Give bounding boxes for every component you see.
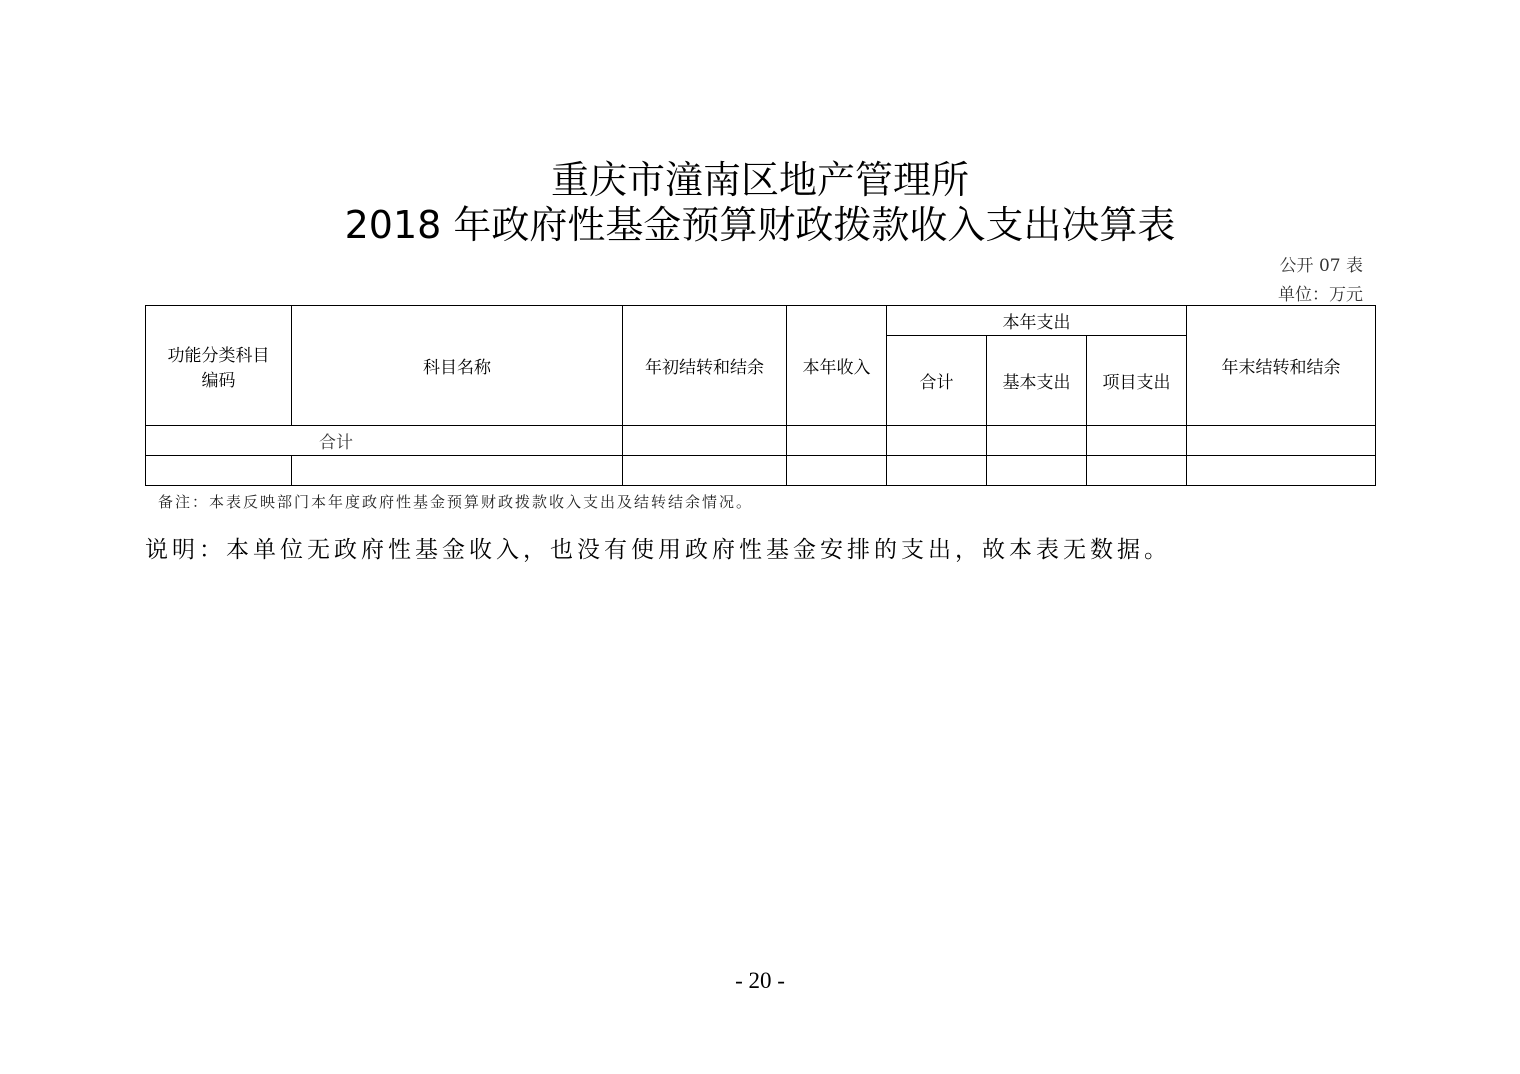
header-opening-balance: 年初结转和结余: [623, 306, 787, 426]
header-closing-balance: 年末结转和结余: [1187, 306, 1376, 426]
table-cell: [987, 456, 1087, 486]
table-cell: [623, 426, 787, 456]
table-cell: [1087, 456, 1187, 486]
explanation-text: 说明：本单位无政府性基金收入，也没有使用政府性基金安排的支出，故本表无数据。: [145, 537, 1171, 563]
budget-table: [145, 305, 1376, 486]
table-note: 备注：本表反映部门本年度政府性基金预算财政拨款收入支出及结转结余情况。: [158, 493, 754, 511]
header-code: [146, 306, 292, 426]
table-cell: [987, 426, 1087, 456]
header-income: 本年收入: [787, 306, 887, 426]
header-expenditure-group: 本年支出: [887, 306, 1187, 336]
document-title-org: 重庆市潼南区地产管理所: [550, 158, 969, 202]
header-name: 科目名称: [292, 306, 623, 426]
table-cell: [623, 456, 787, 486]
table-row: [146, 456, 1376, 486]
table-cell: [1187, 456, 1376, 486]
table-cell: [887, 456, 987, 486]
total-row: [146, 426, 1376, 456]
table-cell: [787, 456, 887, 486]
header-exp-basic: 基本支出: [987, 336, 1087, 426]
page-number: - 20 -: [735, 968, 785, 993]
table-cell: [292, 456, 623, 486]
document-title-table: 2018 年政府性基金预算财政拨款收入支出决算表: [344, 203, 1176, 247]
header-code-line2: 编码: [201, 370, 236, 391]
table-cell: [146, 456, 292, 486]
header-exp-total: 合计: [887, 336, 987, 426]
total-row-label: 合计: [146, 426, 623, 456]
table-cell: [1187, 426, 1376, 456]
form-number: 公开 07 表: [1279, 256, 1363, 276]
table-cell: [887, 426, 987, 456]
unit-label: 单位：万元: [1278, 285, 1363, 305]
table-cell: [1087, 426, 1187, 456]
header-code-line1: 功能分类科目: [167, 345, 270, 366]
table-cell: [787, 426, 887, 456]
header-exp-project: 项目支出: [1087, 336, 1187, 426]
